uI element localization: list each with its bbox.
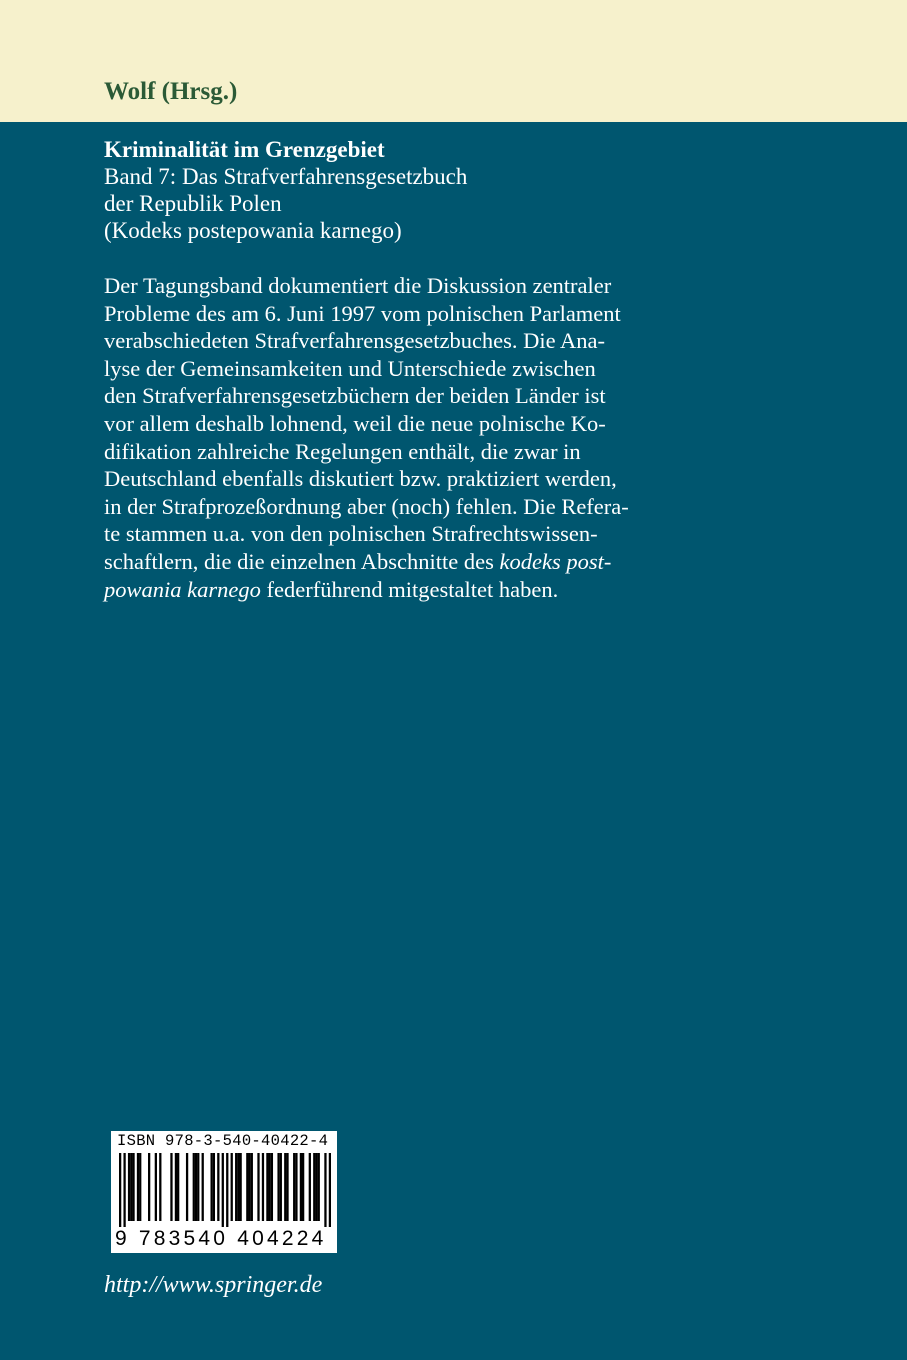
barcode-bar — [159, 1153, 161, 1221]
blurb-line: Deutschland ebenfalls diskutiert bzw. praktiziert werden, — [104, 466, 617, 492]
barcode-bar — [240, 1153, 242, 1221]
isbn-label: ISBN 978-3-540-40422-4 — [117, 1132, 329, 1150]
barcode-bar — [123, 1153, 125, 1227]
barcode-bar — [170, 1153, 172, 1221]
isbn-barcode — [111, 1131, 337, 1253]
barcode-bar — [226, 1153, 228, 1227]
barcode-bar — [119, 1153, 121, 1227]
barcode-bar — [128, 1153, 130, 1221]
barcode-bar — [139, 1153, 141, 1221]
blurb-line: difikation zahlreiche Regelungen enthält, die zwar in — [104, 438, 581, 464]
barcode-bar — [130, 1153, 132, 1221]
barcode-bar — [269, 1153, 271, 1221]
blurb-line — [104, 576, 724, 604]
barcode-bar — [257, 1153, 259, 1221]
barcode-bar — [155, 1153, 157, 1221]
barcode-bar — [175, 1153, 177, 1221]
barcode-bar — [295, 1153, 297, 1221]
barcode-bar — [132, 1153, 134, 1221]
barcode-bar — [137, 1153, 139, 1221]
volume-title-line: der Republik Polen — [104, 191, 282, 216]
series-title: Kriminalität im Grenzgebiet — [104, 137, 385, 162]
main-panel — [0, 122, 907, 1360]
blurb-italic-title: powania karnego — [104, 576, 261, 602]
blurb-line: Der Tagungsband dokumentiert die Diskussion zentraler — [104, 273, 612, 298]
barcode-bar — [251, 1153, 253, 1221]
barcode-bar — [231, 1153, 233, 1221]
barcode-bar — [248, 1153, 250, 1221]
ean-digits: 9 783540 404224 — [115, 1227, 327, 1250]
blurb-italic-title: kodeks post- — [499, 548, 612, 574]
barcode-bar — [329, 1153, 331, 1227]
barcode-bar — [235, 1153, 237, 1221]
blurb-line: lyse der Gemeinsamkeiten und Unterschiede zwischen — [104, 355, 596, 381]
blurb-line: verabschiedeten Strafverfahrensgesetzbuches. Die Ana- — [104, 328, 606, 354]
blurb-line: den Strafverfahrensgesetzbüchern der beiden Länder ist — [104, 383, 606, 409]
barcode-bar — [193, 1153, 195, 1221]
blurb-text: federführend mitgestaltet haben. — [266, 576, 559, 602]
barcode-bar — [197, 1153, 199, 1221]
barcode-bar — [210, 1153, 212, 1221]
barcode-bar — [302, 1153, 304, 1221]
barcode-bar — [237, 1153, 239, 1221]
barcode-bar — [202, 1153, 204, 1221]
barcode-bar — [277, 1153, 279, 1221]
blurb-line: in der Strafprozeßordnung aber (noch) fehlen. Die Refera- — [104, 493, 629, 519]
title-block — [104, 136, 724, 244]
barcode-bar — [324, 1153, 326, 1227]
barcode-bar — [293, 1153, 295, 1221]
barcode-bar — [280, 1153, 282, 1221]
barcode-bar — [246, 1153, 248, 1221]
blurb-line: vor allem deshalb lohnend, weil die neue polnische Ko- — [104, 410, 606, 436]
barcode-bar — [186, 1153, 188, 1221]
volume-title-line: Band 7: Das Strafverfahrensgesetzbuch — [104, 164, 468, 189]
blurb — [104, 272, 724, 603]
barcode-bar — [284, 1153, 286, 1221]
volume-title-line: (Kodeks postepowania karnego) — [104, 218, 402, 243]
barcode-bar — [177, 1153, 179, 1221]
barcode-bar — [262, 1153, 264, 1221]
barcode-bar — [300, 1153, 302, 1221]
barcode-bar — [318, 1153, 320, 1221]
barcode-bar — [315, 1153, 317, 1221]
blurb-line: te stammen u.a. von den polnischen Strafrechtswissen- — [104, 521, 598, 547]
barcode-bar — [213, 1153, 215, 1221]
blurb-line — [104, 548, 724, 576]
barcode-bar — [222, 1153, 224, 1227]
barcode-bar — [271, 1153, 273, 1221]
barcode-bar — [217, 1153, 219, 1221]
publisher-url[interactable]: http://www.springer.de — [104, 1272, 323, 1298]
barcode-bar — [266, 1153, 268, 1221]
blurb-text: schaftlern, die die einzelnen Abschnitte des — [104, 548, 494, 574]
barcode-bar — [309, 1153, 311, 1221]
top-band — [0, 0, 907, 122]
author-name: Wolf (Hrsg.) — [104, 78, 238, 105]
barcode-bar — [148, 1153, 150, 1221]
blurb-line: Probleme des am 6. Juni 1997 vom polnischen Parlament — [104, 300, 621, 326]
barcode-bars — [119, 1153, 331, 1227]
barcode-bar — [313, 1153, 315, 1221]
barcode-bar — [286, 1153, 288, 1221]
barcode-bar — [195, 1153, 197, 1221]
